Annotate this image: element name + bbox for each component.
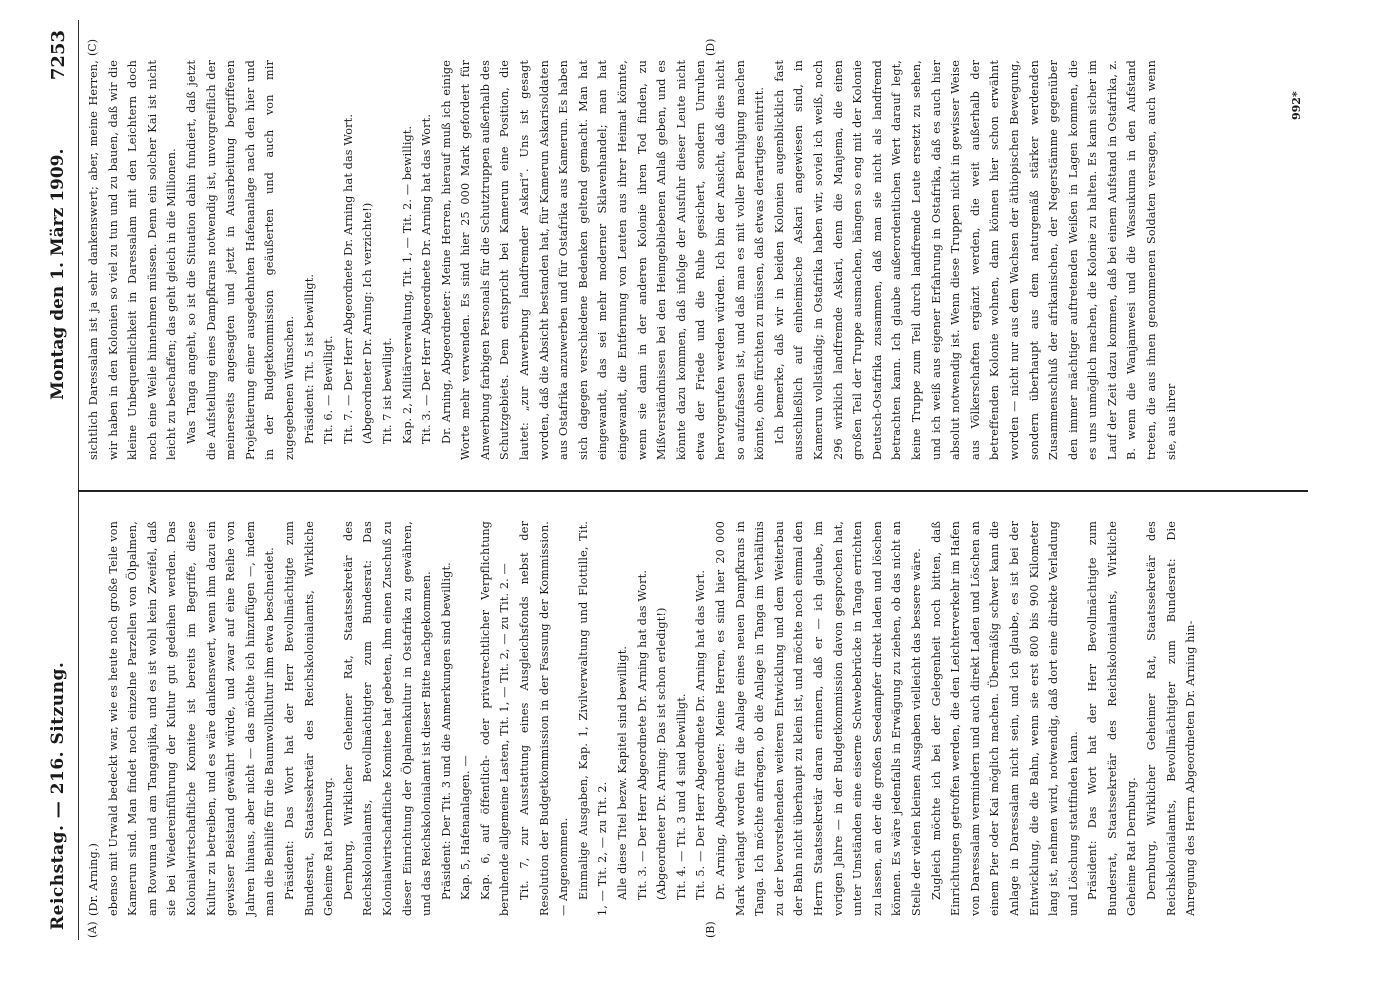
paragraph: Präsident: Tit. 5 ist bewilligt. <box>302 273 316 444</box>
paragraph: (Abgeordneter Dr. Arning: Ich verzichte!) <box>361 202 375 444</box>
paragraph: Tit. 4. — Tit. 3 und 4 sind bewilligt. <box>674 693 688 900</box>
column-divider <box>78 490 1308 492</box>
paragraph: Tit. 6. — Bewilligt. <box>322 335 336 444</box>
paragraph: Präsident: Das Wort hat der Herr Bevollmächtigte zum Bundesrat, Staatssekretär des Reichskolonialamts, Wirkliche Geheime Rat Dernburg. <box>282 521 336 916</box>
paragraph: Alle diese Titel bezw. Kapitel sind bewilligt. <box>616 645 630 900</box>
paragraph: Zugleich möchte ich bei der Gelegenheit noch bitten, daß Einrichtungen getroffen werden, die den Leichterverkehr im Hafen von Daressalam vermindern und auch direkt Laden und Löschen an einem Pier oder Kai möglich machen. Übermäßig schwer kann die Anlage in Daressalam nicht sein, und ich glaube, es ist bei der Entwicklung, die die Bahn, wenn sie erst 800 bis 900 Kilometer lang ist, nehmen wird, notwendig, daß dort eine direkte Verladung und Löschung stattfinden kann. <box>929 521 1080 916</box>
marker-d: (D) <box>704 38 717 56</box>
marker-c: (C) <box>86 39 99 56</box>
paragraph: Dr. Arning, Abgeordneter: Meine Herren, hierauf muß ich einige Worte mehr verwenden. Es sind hier 25 000 Mark gefordert für Anwerbung farbigen Personals für die Schutztruppen außerhalb des Schutzgebiets. Dem entspricht bei Kamerun eine Position, die lautet: „zur Anwerbung landfremder Askari“. Uns ist gesagt worden, daß die Absicht bestanden hat, für Kamerun Askarisoldaten aus Ostafrika anzuwerben und für Ostafrika aus Kamerun. Es haben sich dagegen verschiedene Bedenken geltend gemacht. Man hat eingewandt, das sei mehr moderner Sklavenhandel; man hat eingewandt, die Entfernung von Leuten aus ihrer Heimat könnte, wenn sie dann in der anderen Kolonie ihren Tod finden, zu Mißverständnissen bei den Heimgebliebenen Anlaß geben, und es könnte dazu kommen, daß infolge der Ausfuhr dieser Leute nicht etwa der Friede und die Ruhe gesichert, sondern Unruhen hervorgerufen werden würden. Ich bin der Ansicht, daß dies nicht so aufzufassen ist, und daß man es mit voller Beruhigung machen könnte, ohne fürchten zu müssen, daß etwas derartiges eintritt. <box>439 60 767 460</box>
paragraph: Tit. 3. — Der Herr Abgeordnete Dr. Arning hat das Wort. <box>635 569 649 900</box>
paragraph: Ich bemerke, daß wir in beiden Kolonien augenblicklich fast ausschließlich auf einheimische Askari angewiesen sind, in Kamerun vollständig; in Ostafrika haben wir, soviel ich weiß, noch 296 wirklich landfremde Askari, denn die Manjema, die einen großen Teil der Truppe ausmachen, hängen so eng mit der Kolonie Deutsch-Ostafrika zusammen, daß man sie nicht als landfremd betrachten kann. Ich glaube außerordentlichen Wert darauf legt, keine Truppe zum Teil durch landfremde Leute ersetzt zu sehen, und ich weiß aus eigener Erfahrung in Ostafrika, daß es auch hier absolut notwendig ist. Wenn diese Truppen nicht in gewisser Weise aus Völkerschaften ergänzt werden, die weit außerhalb der betreffenden Kolonie wohnen, dann können hier schon erwähnt worden — nicht nur aus dem Wachsen der äthiopischen Bewegung, sondern überhaupt aus dem naturgemäß stärker werdenden Zusammenschluß der afrikanischen, der Negerstämme gegenüber den immer mächtiger auftretenden Weißen in Lagen kommen, die es uns unmöglich machen, die Kolonie zu halten. Es kann sicher im Lauf der Zeit dazu kommen, daß bei einem Aufstand in Ostafrika, z. B. wenn die Wanjamwesi und die Wassukuma in den Aufstand treten, die aus ihnen genommenen Soldaten versagen, auch wenn sie, aus ihrer <box>772 60 1178 460</box>
speaker-head: (Dr. Arning.) <box>87 842 100 916</box>
paragraph: Tit. 7, zur Ausstattung eines Ausgleichsfonds nebst der Resolution der Budgetkommission in der Fassung der Kommission. — Angenommen. <box>518 521 571 916</box>
paragraph: ebenso mit Urwald bedeckt war, wie es heute noch große Teile von Kamerun sind. Man findet noch einzelne Parzellen von Ölpalmen, am Rowuma und am Tanganjika, und es ist wohl kein Zweifel, daß sie bei Wiedereinführung der Kultur gut gedeihen werden. Das Kolonialwirtschaftliche Komitee ist bereits im Begriffe, diese Kultur zu betreiben, und es wäre dankenswert, wenn ihm dazu ein gewisser Beistand gewährt würde, und zwar auf eine Reihe von Jahren hinaus, aber nicht — das möchte ich hinzufügen —, indem man die Beihilfe für die Baumwollkultur ihm etwa beschneidet. <box>106 521 277 916</box>
header-date: Montag den 1. März 1909. <box>48 148 68 400</box>
header-left: Reichstag. — 216. Sitzung. <box>48 661 68 930</box>
paragraph: (Abgeordneter Dr. Arning: Das ist schon erledigt!) <box>655 607 669 900</box>
paragraph: Präsident: Der Tit. 3 und die Anmerkungen sind bewilligt. <box>439 562 453 900</box>
paragraph: Dernburg, Wirklicher Geheimer Rat, Staatssekretär des Reichskolonialamts, Bevollmächtigter zum Bundesrat: Die Anregung des Herrn Abgeordneten Dr. Arning hin- <box>1145 521 1198 916</box>
column-right <box>84 60 1181 460</box>
page-number: 7253 <box>48 30 69 81</box>
paragraph: Kap. 5, Hafenanlagen. — <box>459 755 473 900</box>
marker-b: (B) <box>704 921 717 938</box>
paragraph: Dernburg, Wirklicher Geheimer Rat, Staatssekretär des Reichskolonialamts, Bevollmächtigter zum Bundesrat: Das Kolonialwirtschaftliche Komitee hat gebeten, ihm einen Zuschuß zu dieser Einrichtung der Ölpalmenkultur in Ostafrika zu gewähren, und das Reichskolonialamt ist dieser Bitte nachgekommen. <box>341 521 434 916</box>
paragraph: Tit. 3. — Der Herr Abgeordnete Dr. Arning hat das Wort. <box>420 113 434 444</box>
signature-number: 992* <box>1290 91 1303 120</box>
paragraph: Kap. 6, auf öffentlich- oder privatrechtlicher Verpflichtung beruhende allgemeine Lasten, Tit. 1, — Tit. 2, — zu Tit. 2. — <box>478 521 512 916</box>
marker-a: (A) <box>86 921 99 938</box>
paragraph: Tit. 5. — Der Herr Abgeordnete Dr. Arning hat das Wort. <box>694 569 708 900</box>
paragraph: Dr. Arning, Abgeordneter: Meine Herren, es sind hier 20 000 Mark verlangt worden für die Anlage eines neuen Dampfkrans in Tanga. Ich möchte anfragen, ob die Anlage in Tanga im Verhältnis zu der bevorstehenden weiteren Entwicklung und dem Weiterbau der Bahn nicht überhaupt zu klein ist, und möchte noch einmal den Herrn Staatssekretär daran erinnern, daß er — ich glaube, im vorigen Jahre — in der Budgetkommission davon gesprochen hat, unter Umständen eine eiserne Schwebebrücke in Tanga errichten zu lassen, an der die großen Seedampfer direkt laden und löschen können. Es wäre jedenfalls in Erwägung zu ziehen, ob das nicht an Stelle der vielen kleinen Ausgaben vielleicht das bessere wäre. <box>714 521 923 916</box>
page-header <box>48 20 78 960</box>
paragraph: Einmalige Ausgaben, Kap. 1, Zivilverwaltung und Flottille, Tit. 1, — Tit. 2, — zu Tit. 2. <box>576 521 610 916</box>
paragraph: Präsident: Das Wort hat der Herr Bevollmächtigte zum Bundesrat, Staatssekretär des Reichskolonialamts, Wirkliche Geheime Rat Dernburg. <box>1086 521 1139 916</box>
paragraph: Tit. 7. — Der Herr Abgeordnete Dr. Arning hat das Wort. <box>341 113 355 444</box>
paragraph: Tit. 7 ist bewilligt. <box>380 337 394 444</box>
paragraph: sichtlich Daressalam ist ja sehr dankenswert; aber, meine Herren, wir haben in den Kolonien so viel zu tun und zu bauen, daß wir die kleine Unbequemlichkeit in Daressalam mit den Leichtern doch noch eine Weile hinnehmen müssen. Denn ein solcher Kai ist nicht leicht zu beschaffen; das geht gleich in die Millionen. <box>87 60 179 460</box>
paragraph: Was Tanga angeht, so ist die Situation dahin fundiert, daß jetzt die Aufstellung eines Dampfkrans notwendig ist, unvorgreiflich der meinerseits angesagten und jetzt in Ausarbeitung begriffenen Projektierung einer ausgedehnten Hafenanlage nach den hier und in der Budgetkommission geäußerten und auch von mir zugegebenen Wünschen. <box>184 60 296 460</box>
header-rule <box>78 20 79 940</box>
column-left <box>84 521 1201 916</box>
paragraph: Kap. 2, Militärverwaltung, Tit. 1, — Tit. 2. — bewilligt. <box>400 125 414 444</box>
